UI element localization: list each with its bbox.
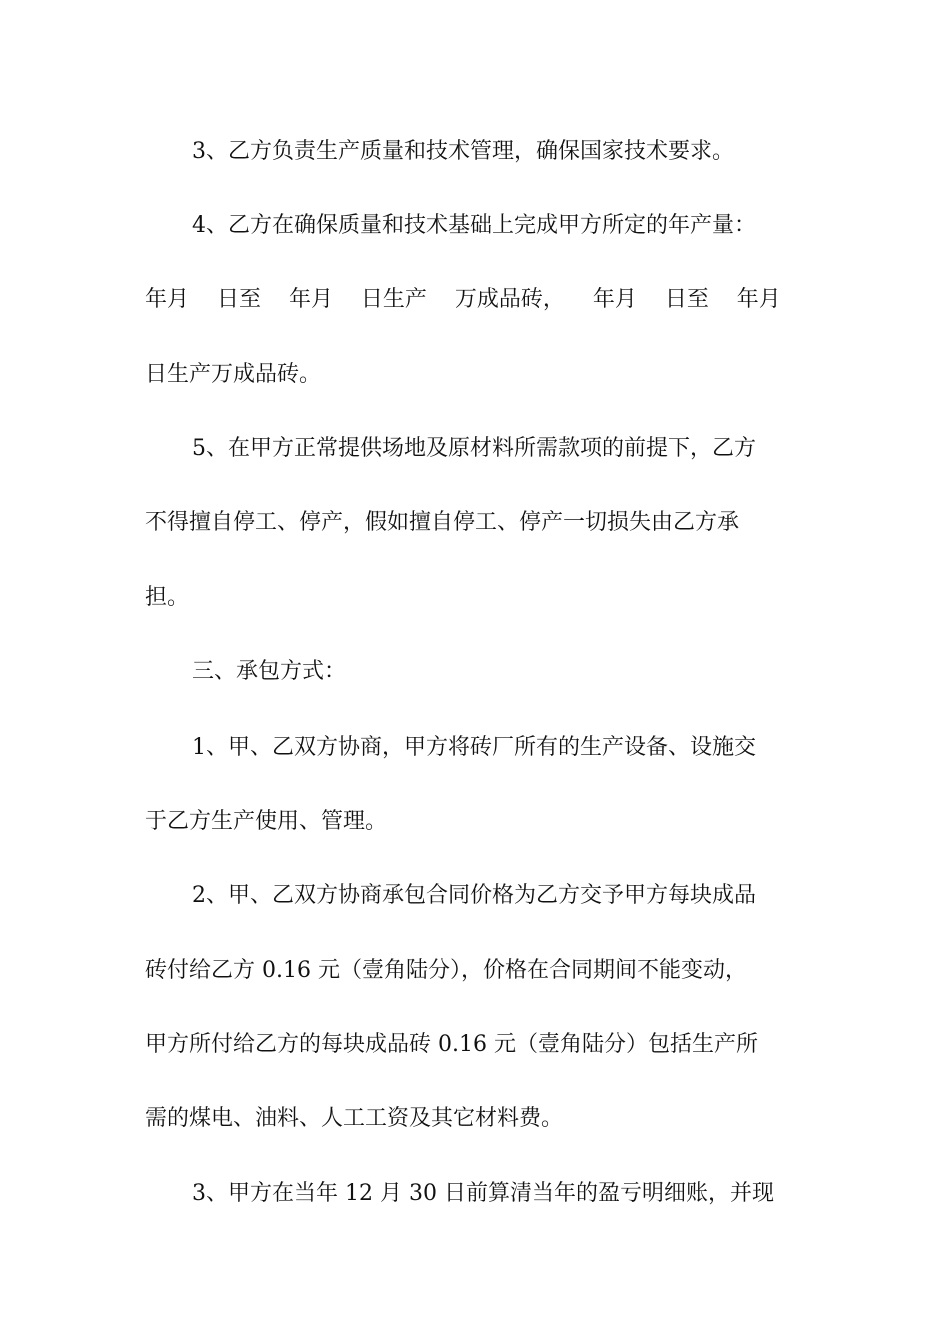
clause-2-4-line-2: 年月 日至 年月 日生产 万成品砖， 年月 日至 年月	[145, 287, 781, 312]
clause-3-3-line-1: 3、甲方在当年 12 月 30 日前算清当年的盈亏明细账，并现	[192, 1181, 774, 1206]
clause-2-5-line-2: 不得擅自停工、停产，假如擅自停工、停产一切损失由乙方承	[145, 510, 740, 535]
clause-2-4-line-1: 4、乙方在确保质量和技术基础上完成甲方所定的年产量：	[192, 213, 756, 238]
clause-3-1-line-1: 1、甲、乙双方协商，甲方将砖厂所有的生产设备、设施交	[192, 735, 756, 760]
section-3-heading: 三、承包方式：	[192, 659, 347, 684]
clause-3-2-line-3: 甲方所付给乙方的每块成品砖 0.16 元（壹角陆分）包括生产所	[145, 1032, 758, 1057]
clause-3-2-line-1: 2、甲、乙双方协商承包合同价格为乙方交予甲方每块成品	[192, 883, 756, 908]
clause-3-2-line-4: 需的煤电、油料、人工工资及其它材料费。	[145, 1106, 564, 1131]
clause-2-4-line-3: 日生产万成品砖。	[145, 362, 322, 387]
clause-2-3-line: 3、乙方负责生产质量和技术管理，确保国家技术要求。	[192, 139, 734, 164]
clause-3-1-line-2: 于乙方生产使用、管理。	[145, 809, 388, 834]
clause-2-5-line-1: 5、在甲方正常提供场地及原材料所需款项的前提下，乙方	[192, 436, 756, 461]
clause-2-5-line-3: 担。	[145, 585, 190, 610]
clause-3-2-line-2: 砖付给乙方 0.16 元（壹角陆分），价格在合同期间不能变动，	[145, 958, 747, 983]
